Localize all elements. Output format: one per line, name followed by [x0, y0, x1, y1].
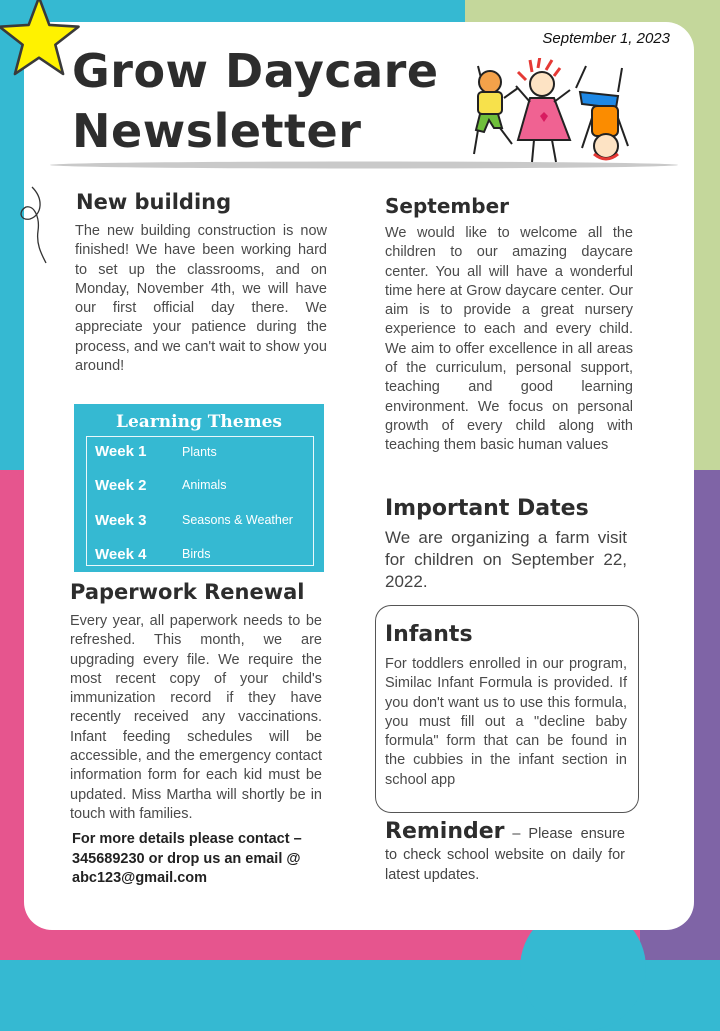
theme-week: Week 1 [95, 443, 147, 460]
important-dates-heading: Important Dates [385, 496, 589, 521]
contact-info: For more details please contact – 345689230 or drop us an email @ abc123@gmail.com [72, 831, 302, 886]
theme-topic: Plants [182, 445, 217, 459]
paperwork-heading: Paperwork Renewal [70, 580, 305, 604]
new-building-text: The new building construction is now finished! We have been working hard to set up the classrooms, and on Monday, November 4th, we will have our first official day there. We appreciate your patience during the process, and we can't wait to show you around! [75, 223, 327, 375]
theme-topic: Birds [182, 547, 211, 561]
important-dates-text: We are organizing a farm visit for children on September 22, 2022. [385, 528, 627, 591]
page-title-line1: Grow Daycare [72, 44, 439, 98]
reminder [385, 819, 625, 886]
children-illustration [468, 58, 638, 166]
newsletter-date: September 1, 2023 [542, 30, 670, 47]
theme-topic: Seasons & Weather [182, 513, 293, 527]
theme-week: Week 2 [95, 477, 147, 494]
theme-week: Week 4 [95, 546, 147, 563]
learning-themes-table [86, 436, 314, 566]
paperwork-text: Every year, all paperwork needs to be refreshed. This month, we are upgrading every file. We require the most recent copy of your child's immunization record if they have recently received any vaccinations. Infant feeding schedules will be accessible, and the emergency contact information form for each kid must be updated. Miss Martha will shortly be in touch with families. [70, 613, 322, 822]
learning-themes-box [74, 404, 324, 572]
learning-themes-title: Learning Themes [116, 412, 282, 432]
theme-topic: Animals [182, 478, 227, 492]
new-building-heading: New building [76, 190, 232, 214]
infants-text: For toddlers enrolled in our program, Similac Infant Formula is provided. If you don't want us to use this formula, you must fill out a "decline baby formula" form that can be found in the cubbies in the infant section in school app [385, 656, 627, 788]
reminder-heading: Reminder [385, 819, 505, 844]
september-heading: September [385, 194, 509, 218]
infants-heading: Infants [385, 622, 473, 647]
theme-week: Week 3 [95, 512, 147, 529]
page-title-line2: Newsletter [72, 104, 362, 158]
swirl-decoration [8, 185, 48, 265]
september-text: We would like to welcome all the children to our amazing daycare center. You all will have a wonderful time here at Grow daycare center. Our aim is to provide a great nursery experience to each and every child. We aim to offer excellence in all areas of the curriculum, personal support, teaching and good learning environment. We focus on personal growth of every child along with teaching them basic human values [385, 225, 633, 454]
reminder-text: – Please ensure to check school website on daily for latest updates. [385, 826, 625, 883]
star-icon [0, 0, 82, 80]
